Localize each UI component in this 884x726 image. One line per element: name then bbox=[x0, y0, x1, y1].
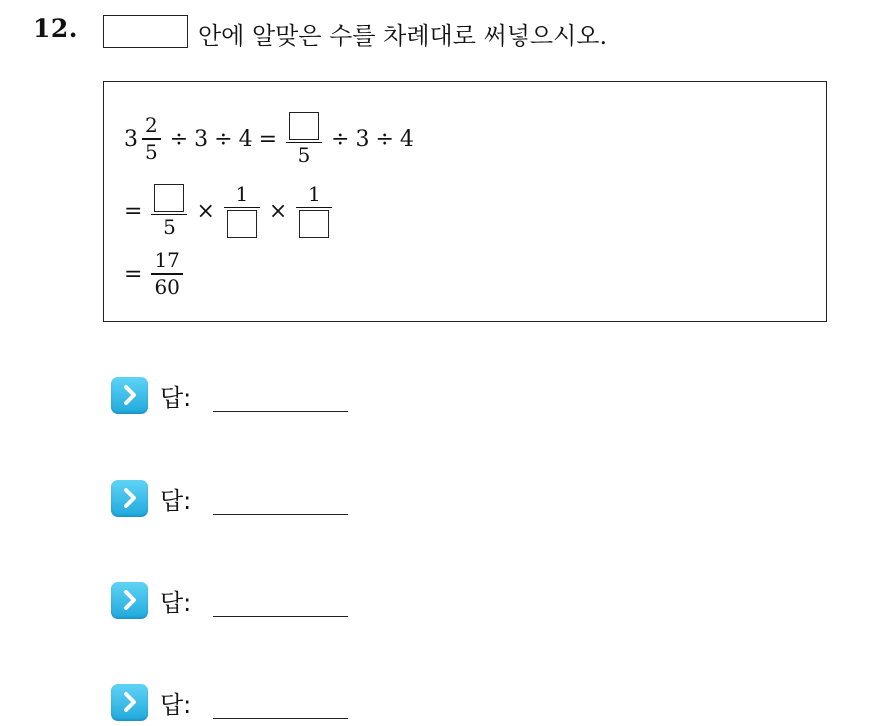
work-line-2 bbox=[124, 172, 335, 250]
unit-fraction bbox=[296, 181, 332, 238]
divide-operator: ÷ bbox=[169, 126, 189, 152]
times-operator: × bbox=[268, 198, 288, 224]
answer-line-4[interactable] bbox=[213, 718, 348, 719]
answer-line-3[interactable] bbox=[213, 616, 348, 617]
divide-operator: ÷ bbox=[375, 126, 394, 152]
answer-blank-2[interactable] bbox=[154, 184, 184, 212]
fraction-numerator: 1 bbox=[235, 181, 249, 206]
fraction-bar bbox=[296, 207, 332, 208]
fraction-denominator: 5 bbox=[297, 143, 311, 168]
fraction-denominator: 5 bbox=[163, 215, 176, 240]
fraction-denominator: 60 bbox=[154, 274, 180, 299]
answer-line-2[interactable] bbox=[213, 514, 348, 515]
times-operator: × bbox=[196, 198, 215, 224]
answer-row-1 bbox=[111, 375, 191, 415]
chevron-right-icon bbox=[111, 480, 148, 517]
equals-sign: = bbox=[124, 261, 143, 287]
work-line-3 bbox=[124, 242, 186, 306]
answer-blank-1[interactable] bbox=[289, 112, 319, 140]
fraction-numerator: 2 bbox=[145, 113, 158, 138]
value: 3 bbox=[194, 126, 209, 152]
answer-blank-3[interactable] bbox=[227, 210, 257, 238]
divide-operator: ÷ bbox=[331, 126, 350, 152]
equals-sign: = bbox=[124, 198, 143, 224]
answer-label: 답: bbox=[160, 383, 192, 412]
answer-row-3 bbox=[111, 580, 191, 620]
answer-line-1[interactable] bbox=[213, 411, 348, 412]
divide-operator: ÷ bbox=[214, 126, 233, 152]
answer-label: 답: bbox=[160, 690, 192, 719]
question-number: 12. bbox=[33, 14, 78, 43]
chevron-right-icon bbox=[111, 684, 148, 721]
fraction-numerator: 1 bbox=[307, 181, 321, 206]
blank-fraction bbox=[286, 112, 322, 166]
fraction-numerator: 17 bbox=[154, 248, 180, 273]
value: 3 bbox=[355, 126, 370, 152]
blank-fraction bbox=[151, 184, 187, 238]
equals-sign: = bbox=[258, 126, 278, 152]
answer-row-2 bbox=[111, 478, 191, 518]
answer-row-4 bbox=[111, 682, 191, 722]
result-fraction bbox=[151, 250, 182, 297]
answer-label: 답: bbox=[160, 588, 192, 617]
work-box bbox=[103, 81, 827, 322]
fraction-denominator: 5 bbox=[145, 139, 158, 164]
value: 4 bbox=[238, 126, 253, 152]
unit-fraction bbox=[224, 181, 260, 238]
question-instruction: 안에 알맞은 수를 차례대로 써넣으시오. bbox=[198, 22, 608, 50]
answer-label: 답: bbox=[160, 486, 192, 515]
mixed-whole: 3 bbox=[124, 126, 138, 152]
work-line-1 bbox=[124, 106, 414, 172]
blank-box-icon bbox=[103, 15, 188, 48]
chevron-right-icon bbox=[111, 377, 148, 414]
answer-blank-4[interactable] bbox=[299, 210, 329, 238]
fraction-bar bbox=[224, 207, 260, 208]
mixed-fraction bbox=[142, 115, 161, 162]
value: 4 bbox=[399, 126, 414, 152]
chevron-right-icon bbox=[111, 582, 148, 619]
